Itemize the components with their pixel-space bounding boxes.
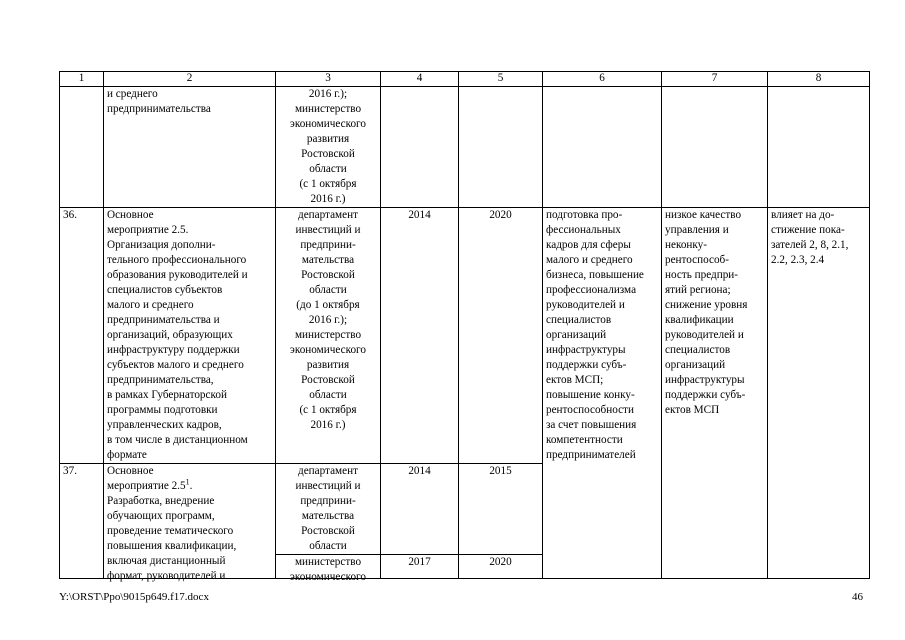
superscript: 1 bbox=[185, 477, 190, 487]
activity-cell: Основное мероприятие 2.5. Организация дополни- тельного профессионального образования руководителей и специалистов субъектов малого и среднего предпринимательства и организаций, образующих инфраструктуру поддержки субъектов малого и среднего предпринимательства, в рамках Губернаторской программы подготовки управленческих кадров, в том числе в дистанционном формате bbox=[104, 208, 276, 464]
start-year-cell bbox=[381, 87, 459, 208]
executor-cell: департамент инвестиций и предприни- мательства Ростовской области (до 1 октября 2016 г.); министерство экономического развития Ростовской области (с 1 октября 2016 г.) bbox=[276, 208, 381, 464]
row-number-cell bbox=[60, 87, 104, 208]
header-cell: 6 bbox=[543, 72, 662, 87]
page-number: 46 bbox=[852, 591, 863, 603]
row-number-cell: 37. bbox=[60, 464, 104, 579]
activity-text: . Разработка, внедрение обучающих программ, проведение тематического повышения квалификации, включая дистанционный формат, руководителей и bbox=[107, 480, 237, 582]
header-cell: 2 bbox=[104, 72, 276, 87]
header-cell: 8 bbox=[768, 72, 870, 87]
start-year-cell: 2014 bbox=[381, 464, 459, 555]
header-cell: 5 bbox=[459, 72, 543, 87]
start-year-cell: 2017 bbox=[381, 555, 459, 579]
table-row bbox=[60, 208, 870, 464]
consequence-cell: низкое качество управления и неконку- рентоспособ- ность предпри- ятий региона; снижение уровня квалификации руководителей и специалистов организаций инфраструктуры поддержки субъ- ектов МСП bbox=[662, 208, 768, 579]
indicator-cell bbox=[768, 87, 870, 208]
table-row bbox=[60, 87, 870, 208]
start-year-cell: 2014 bbox=[381, 208, 459, 464]
header-cell: 7 bbox=[662, 72, 768, 87]
indicator-cell: влияет на до- стижение пока- зателей 2, 8, 2.1, 2.2, 2.3, 2.4 bbox=[768, 208, 870, 579]
activity-text: Основное мероприятие 2.5 bbox=[107, 465, 186, 492]
executor-cell bbox=[276, 555, 381, 583]
consequence-cell bbox=[662, 87, 768, 208]
executor-text: министерство экономического bbox=[290, 556, 366, 583]
file-path: Y:\ORST\Ppo\9015p649.f17.docx bbox=[59, 591, 209, 603]
result-cell bbox=[543, 87, 662, 208]
end-year-cell: 2020 bbox=[459, 208, 543, 464]
result-cell: подготовка про- фессиональных кадров для сферы малого и среднего бизнеса, повышение профессионализма руководителей и специалистов организаций инфраструктуры поддержки субъ- ектов МСП; повышение конку- рентоспособности за счет повышения компетентности предпринимателей bbox=[543, 208, 662, 579]
header-row bbox=[60, 72, 870, 87]
header-cell: 4 bbox=[381, 72, 459, 87]
end-year-cell: 2020 bbox=[459, 555, 543, 579]
header-cell: 3 bbox=[276, 72, 381, 87]
executor-cell: департамент инвестиций и предприни- мательства Ростовской области bbox=[276, 464, 381, 555]
header-cell: 1 bbox=[60, 72, 104, 87]
activity-cell bbox=[104, 464, 276, 582]
row-number-cell: 36. bbox=[60, 208, 104, 464]
activity-cell: и среднего предпринимательства bbox=[104, 87, 276, 208]
end-year-cell: 2015 bbox=[459, 464, 543, 555]
document-table bbox=[59, 71, 870, 583]
executor-cell: 2016 г.); министерство экономического развития Ростовской области (с 1 октября 2016 г.) bbox=[276, 87, 381, 208]
end-year-cell bbox=[459, 87, 543, 208]
